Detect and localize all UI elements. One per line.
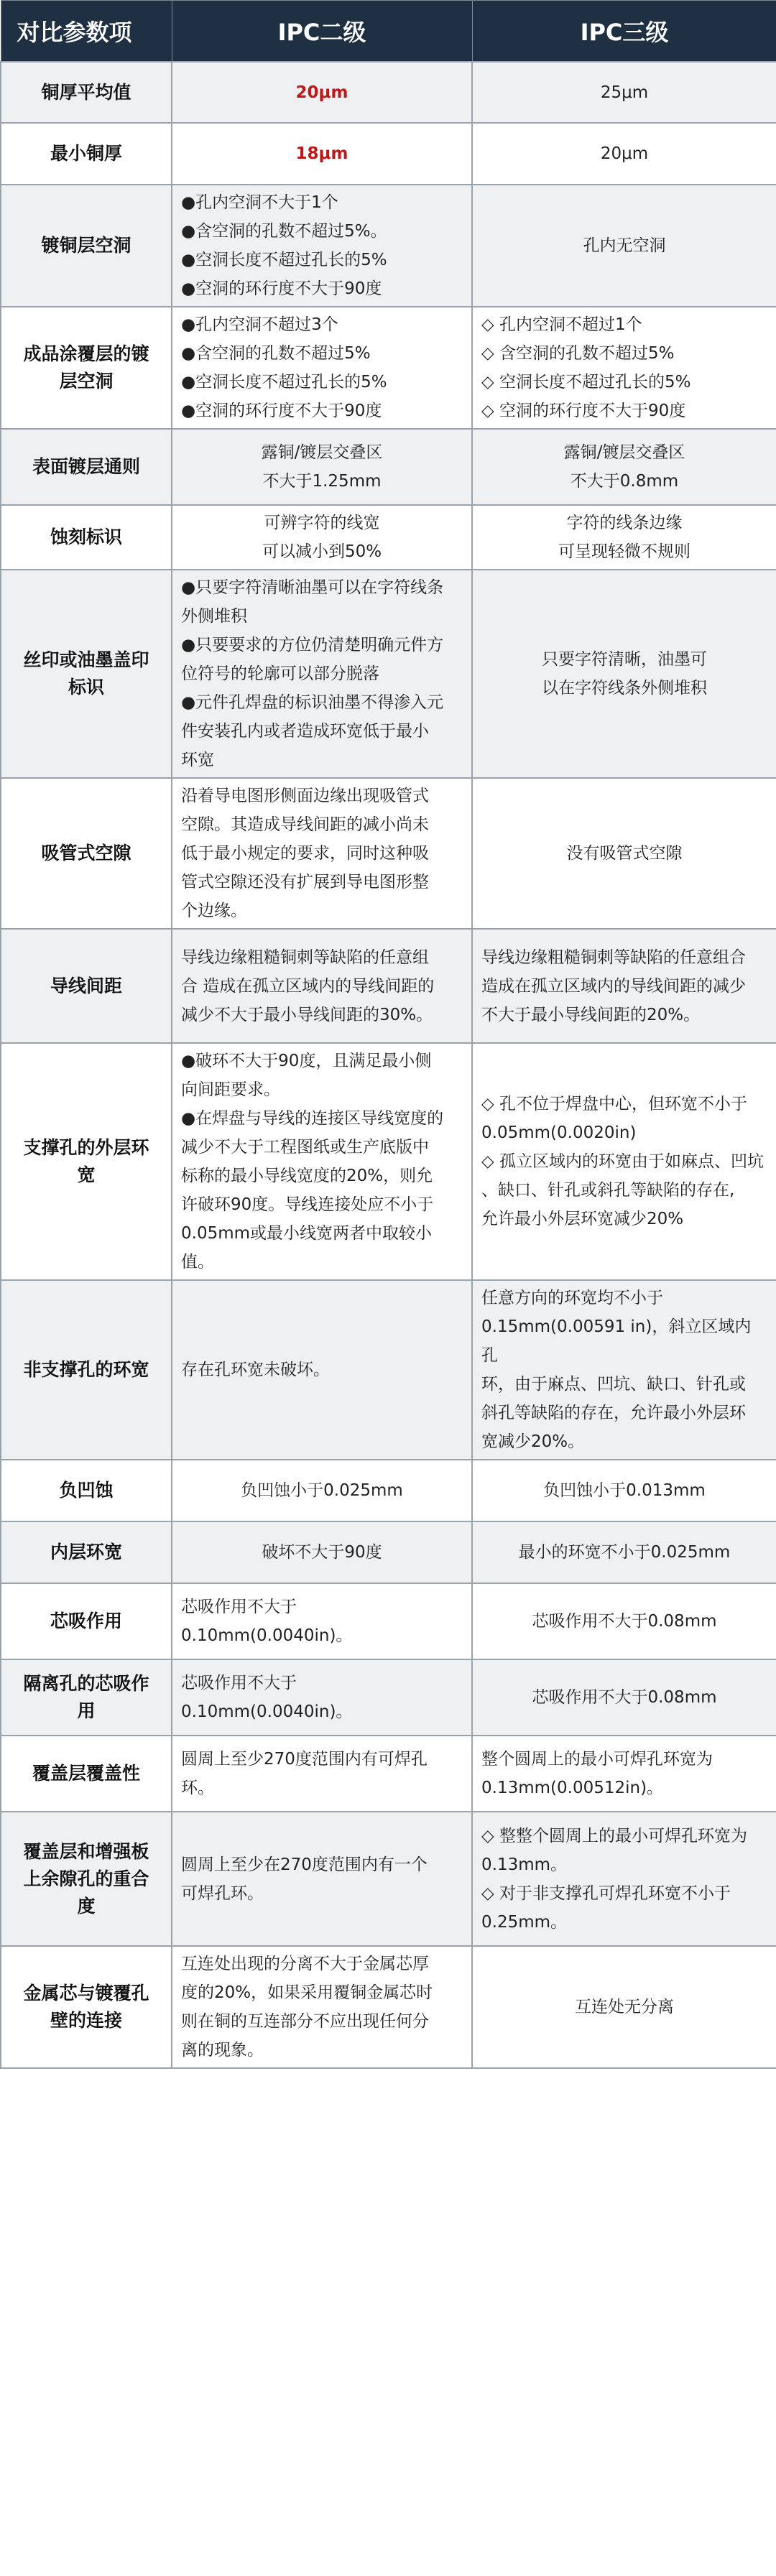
- param-cell: [1, 62, 172, 123]
- ipc3-cell-line: 露铜/镀层交叠区: [563, 443, 685, 462]
- param-cell-line: 表面镀层通则: [32, 456, 140, 477]
- ipc2-cell-line: ●破环不大于90度，且满足最小侧: [181, 1052, 432, 1070]
- ipc2-cell-line: 沿着导电图形侧面边缘出现吸管式: [181, 787, 429, 805]
- header-ipc2: IPC二级: [172, 1, 472, 62]
- param-cell: [1, 1583, 172, 1659]
- ipc3-cell-line: ◇ 空洞的环行度不大于90度: [481, 402, 686, 420]
- ipc3-cell-line: ◇ 空洞长度不超过孔长的5%: [481, 373, 691, 392]
- table-row: [1, 1659, 776, 1736]
- ipc2-cell-line: 可辨字符的线宽: [264, 514, 380, 532]
- ipc2-cell-line: ●空洞长度不超过孔长的5%: [181, 251, 387, 269]
- table-row: [1, 570, 776, 778]
- ipc2-cell: [172, 929, 472, 1043]
- param-cell: [1, 505, 172, 570]
- ipc2-cell: [172, 1460, 472, 1521]
- ipc2-cell-line: 环。: [181, 1779, 214, 1797]
- ipc2-cell-line: 18μm: [295, 144, 348, 163]
- ipc2-cell-line: 标称的最小导线宽度的20%，则允: [181, 1167, 433, 1185]
- ipc2-cell: [172, 570, 472, 778]
- param-cell: [1, 1946, 172, 2068]
- ipc3-cell-line: 0.25mm。: [481, 1912, 568, 1932]
- ipc2-cell-line: 则在铜的互连部分不应出现任何分: [181, 2012, 429, 2031]
- table-row: [1, 123, 776, 185]
- ipc3-cell: [472, 307, 776, 429]
- param-cell-line: 金属芯与镀覆孔: [23, 1983, 149, 2003]
- ipc2-cell-line: 个边缘。: [181, 902, 247, 920]
- ipc3-cell-line: 允许最小外层环宽减少20%: [481, 1210, 684, 1228]
- ipc2-cell: [172, 1043, 472, 1280]
- ipc3-cell-line: 不大于最小导线间距的20%。: [481, 1005, 701, 1024]
- ipc3-cell-line: 互连处无分离: [575, 1998, 674, 2016]
- ipc2-cell-line: 0.10mm(0.0040in)。: [181, 1626, 353, 1645]
- ipc3-cell-line: 任意方向的环宽均不小于: [481, 1289, 663, 1307]
- ipc2-cell-line: 位符号的轮廓可以部分脱落: [181, 664, 379, 683]
- ipc2-cell: [172, 1521, 472, 1583]
- ipc2-cell-line: 不大于1.25mm: [262, 472, 382, 491]
- table-header-row: [1, 1, 776, 62]
- ipc3-cell-line: 宽减少20%。: [481, 1432, 585, 1451]
- ipc2-cell-line: 破坏不大于90度: [262, 1543, 382, 1562]
- ipc3-cell-line: 芯吸作用不大于0.08mm: [532, 1612, 717, 1631]
- param-cell-line: 铜厚平均值: [41, 81, 131, 103]
- ipc3-cell-line: 可呈现轻微不规则: [558, 542, 690, 561]
- ipc2-cell-line: 值。: [181, 1253, 214, 1271]
- ipc3-cell-line: 孔内无空洞: [583, 236, 666, 255]
- ipc2-cell-line: 减少不大于最小导线间距的30%。: [181, 1005, 433, 1024]
- ipc3-cell: [472, 1736, 776, 1812]
- ipc3-cell: [472, 62, 776, 123]
- param-cell-line: 覆盖层和增强板: [23, 1840, 149, 1862]
- param-cell-line: 宽: [77, 1164, 96, 1185]
- ipc3-cell: [472, 429, 776, 505]
- ipc2-cell: [172, 1280, 472, 1460]
- param-cell-line: 度: [77, 1895, 96, 1917]
- param-cell-line: 最小铜厚: [50, 143, 122, 164]
- ipc2-cell: [172, 1812, 472, 1946]
- ipc3-cell-line: ◇ 整整个圆周上的最小可焊孔环宽为: [481, 1826, 747, 1845]
- param-cell-line: 覆盖层覆盖性: [32, 1763, 140, 1784]
- ipc2-cell-line: 导线边缘粗糙铜刺等缺陷的任意组: [181, 948, 429, 967]
- ipc3-cell-line: 25μm: [600, 83, 649, 102]
- ipc2-cell-line: 负凹蚀小于0.025mm: [241, 1481, 403, 1500]
- ipc3-cell-line: 导线边缘粗糙铜刺等缺陷的任意组合: [481, 948, 746, 967]
- ipc3-cell: [472, 1460, 776, 1521]
- ipc3-cell: [472, 1659, 776, 1736]
- ipc2-cell-line: ●孔内空洞不超过3个: [181, 315, 338, 334]
- ipc3-cell-line: 只要字符清晰，油墨可: [542, 650, 707, 669]
- ipc2-cell-line: 外侧堆积: [181, 607, 247, 626]
- ipc3-cell: [472, 929, 776, 1043]
- ipc3-cell: [472, 570, 776, 778]
- ipc2-cell-line: 环宽: [181, 751, 214, 769]
- table-row: [1, 1521, 776, 1583]
- table-row: [1, 1736, 776, 1812]
- ipc2-cell-line: 互连处出现的分离不大于金属芯厚: [181, 1955, 429, 1973]
- param-cell: [1, 1280, 172, 1460]
- ipc2-cell: [172, 505, 472, 570]
- ipc2-cell-line: 露铜/镀层交叠区: [261, 443, 383, 462]
- ipc3-cell-line: 没有吸管式空隙: [566, 844, 683, 863]
- param-cell: [1, 1043, 172, 1280]
- ipc2-cell-line: 低于最小规定的要求，同时这种吸: [181, 844, 429, 863]
- ipc2-cell-line: 存在孔环宽未破坏。: [181, 1361, 330, 1379]
- ipc3-cell-line: 造成在孤立区域内的导线间距的减少: [481, 976, 746, 996]
- ipc3-cell: [472, 778, 776, 929]
- ipc2-cell-line: 20μm: [295, 83, 348, 102]
- param-cell: [1, 1460, 172, 1521]
- param-cell: [1, 570, 172, 778]
- ipc3-cell: [472, 1280, 776, 1460]
- param-cell-line: 壁的连接: [50, 2010, 122, 2031]
- ipc2-cell-line: 离的现象。: [181, 2041, 264, 2060]
- param-cell: [1, 429, 172, 505]
- ipc3-cell: [472, 1043, 776, 1280]
- param-cell-line: 标识: [68, 677, 104, 698]
- ipc2-cell-line: 空隙。其造成导线间距的减小尚未: [181, 815, 429, 834]
- ipc3-cell-line: 0.13mm(0.00512in)。: [481, 1779, 664, 1797]
- param-cell-line: 导线间距: [50, 975, 122, 996]
- ipc2-cell: [172, 307, 472, 429]
- ipc2-cell: [172, 123, 472, 185]
- ipc3-cell-line: ◇ 孤立区域内的环宽由于如麻点、凹坑: [481, 1152, 764, 1171]
- table-row: [1, 778, 776, 929]
- table-row: [1, 1946, 776, 2068]
- ipc3-cell-line: 斜孔等缺陷的存在，允许最小外层环: [481, 1404, 746, 1422]
- ipc2-cell-line: 件安装孔内或者造成环宽低于最小: [181, 722, 429, 741]
- ipc2-cell-line: ●含空洞的孔数不超过5%: [181, 344, 371, 363]
- ipc2-cell: [172, 185, 472, 307]
- ipc3-cell: [472, 1583, 776, 1659]
- ipc3-cell: [472, 1946, 776, 2068]
- ipc2-cell: [172, 62, 472, 123]
- ipc3-cell-line: 20μm: [600, 144, 649, 163]
- header-ipc3: IPC三级: [472, 1, 776, 62]
- ipc3-cell: [472, 123, 776, 185]
- ipc3-cell-line: ◇ 对于非支撑孔可焊孔环宽不小于: [481, 1884, 731, 1903]
- table-row: [1, 1583, 776, 1659]
- ipc2-cell-line: 合 造成在孤立区域内的导线间距的: [181, 976, 435, 996]
- ipc2-cell-line: 圆周上至少在270度范围内有一个: [181, 1855, 428, 1874]
- ipc2-cell-line: ●在焊盘与导线的连接区导线宽度的: [181, 1109, 444, 1128]
- ipc2-cell: [172, 1659, 472, 1736]
- table-row: [1, 1280, 776, 1460]
- table-row: [1, 1460, 776, 1521]
- ipc2-cell-line: 度的20%，如果采用覆铜金属芯时: [181, 1983, 433, 2002]
- param-cell: [1, 307, 172, 429]
- ipc2-cell-line: 0.10mm(0.0040in)。: [181, 1702, 353, 1721]
- param-cell-line: 吸管式空隙: [41, 843, 131, 863]
- ipc2-cell-line: 许破环90度。导线连接处应不小于: [181, 1195, 434, 1214]
- param-cell-line: 丝印或油墨盖印: [23, 649, 149, 670]
- ipc2-cell-line: ●空洞的环行度不大于90度: [181, 402, 382, 420]
- ipc3-cell-line: 整个圆周上的最小可焊孔环宽为: [481, 1750, 713, 1769]
- ipc3-cell: [472, 505, 776, 570]
- param-cell-line: 隔离孔的芯吸作: [23, 1673, 149, 1694]
- ipc3-cell-line: ◇ 含空洞的孔数不超过5%: [481, 344, 675, 363]
- param-cell: [1, 1812, 172, 1946]
- table-row: [1, 62, 776, 123]
- ipc2-cell: [172, 778, 472, 929]
- param-cell-line: 上余隙孔的重合: [23, 1868, 149, 1889]
- ipc2-cell: [172, 1583, 472, 1659]
- ipc2-cell-line: 可以减小到50%: [262, 542, 382, 561]
- ipc3-cell-line: 字符的线条边缘: [566, 514, 683, 532]
- ipc2-cell-line: 圆周上至少270度范围内有可焊孔: [181, 1750, 428, 1769]
- param-cell-line: 层空洞: [59, 371, 114, 392]
- table-row: [1, 1812, 776, 1946]
- param-cell-line: 用: [77, 1700, 96, 1721]
- ipc2-cell-line: ●元件孔焊盘的标识油墨不得渗入元: [181, 693, 444, 712]
- param-cell: [1, 123, 172, 185]
- param-cell: [1, 185, 172, 307]
- ipc2-cell-line: ●空洞的环行度不大于90度: [181, 279, 382, 298]
- param-cell: [1, 778, 172, 929]
- ipc3-cell: [472, 1812, 776, 1946]
- param-cell-line: 芯吸作用: [50, 1611, 122, 1631]
- ipc3-cell-line: 最小的环宽不小于0.025mm: [518, 1543, 731, 1562]
- param-cell: [1, 1736, 172, 1812]
- ipc2-cell: [172, 1736, 472, 1812]
- ipc2-cell-line: 可焊孔环。: [181, 1884, 264, 1903]
- ipc3-cell-line: 芯吸作用不大于0.08mm: [532, 1688, 717, 1707]
- table-row: [1, 185, 776, 307]
- ipc2-cell-line: ●含空洞的孔数不超过5%。: [181, 222, 387, 241]
- param-cell-line: 成品涂覆层的镀: [23, 343, 149, 364]
- ipc3-cell-line: ◇ 孔内空洞不超过1个: [481, 315, 642, 334]
- table-row: [1, 429, 776, 505]
- ipc2-cell-line: 减少不大于工程图纸或生产底版中: [181, 1138, 429, 1157]
- ipc2-cell-line: 管式空隙还没有扩展到导电图形整: [181, 873, 429, 891]
- ipc3-cell-line: 不大于0.8mm: [570, 472, 679, 491]
- param-cell: [1, 1521, 172, 1583]
- ipc3-cell-line: 0.15mm(0.00591 in)，斜立区域内孔: [481, 1317, 752, 1365]
- ipc2-cell-line: ●孔内空洞不大于1个: [181, 193, 338, 212]
- param-cell-line: 镀铜层空洞: [41, 235, 131, 256]
- ipc3-cell-line: 0.13mm。: [481, 1855, 568, 1874]
- ipc3-cell: [472, 185, 776, 307]
- ipc3-cell-line: ◇ 孔不位于焊盘中心，但环宽不小于: [481, 1095, 747, 1113]
- param-cell-line: 非支撑孔的环宽: [23, 1359, 149, 1380]
- ipc3-cell-line: 、缺口、针孔或斜孔等缺陷的存在,: [481, 1181, 735, 1200]
- table-row: [1, 1043, 776, 1280]
- ipc2-cell: [172, 1946, 472, 2068]
- ipc3-cell-line: 负凹蚀小于0.013mm: [543, 1481, 706, 1500]
- param-cell: [1, 929, 172, 1043]
- param-cell-line: 蚀刻标识: [50, 527, 122, 547]
- ipc3-cell-line: 环，由于麻点、凹坑、缺口、针孔或: [481, 1375, 746, 1394]
- ipc3-cell: [472, 1521, 776, 1583]
- param-cell-line: 支撑孔的外层环: [23, 1137, 149, 1158]
- table-row: [1, 929, 776, 1043]
- ipc3-cell-line: 0.05mm(0.0020in): [481, 1123, 637, 1142]
- ipc2-cell-line: ●空洞长度不超过孔长的5%: [181, 373, 387, 392]
- ipc2-cell-line: 芯吸作用不大于: [181, 1598, 297, 1616]
- ipc2-cell-line: 向间距要求。: [181, 1080, 280, 1099]
- param-cell-line: 内层环宽: [50, 1542, 122, 1562]
- param-cell: [1, 1659, 172, 1736]
- ipc2-cell-line: ●只要要求的方位仍清楚明确元件方: [181, 636, 444, 654]
- table-row: [1, 505, 776, 570]
- param-cell-line: 负凹蚀: [59, 1480, 114, 1501]
- header-param: 对比参数项: [1, 1, 172, 62]
- ipc2-cell-line: 芯吸作用不大于: [181, 1674, 297, 1692]
- ipc2-cell-line: ●只要字符清晰油墨可以在字符线条: [181, 578, 444, 597]
- table-row: [1, 307, 776, 429]
- ipc3-cell-line: 以在字符线条外侧堆积: [542, 679, 707, 698]
- ipc2-cell: [172, 429, 472, 505]
- ipc2-cell-line: 0.05mm或最小线宽两者中取较小: [181, 1224, 433, 1243]
